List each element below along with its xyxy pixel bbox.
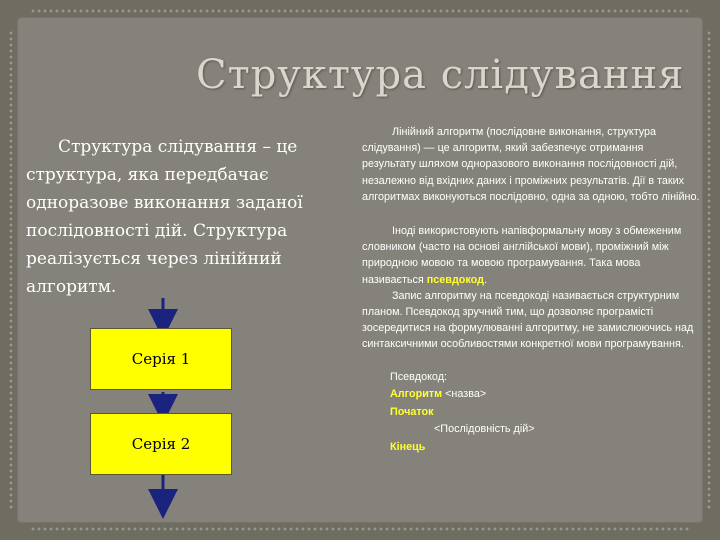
algorithm-name-placeholder: <назва> <box>442 388 487 401</box>
series-2-label: Серія 2 <box>131 435 191 453</box>
definition-text: Структура слідування – це структура, яка передбачає одноразове виконання заданої послідовності дій. Структура реалізується через лінійний алгоритм. <box>26 137 303 297</box>
series-2-box <box>90 413 232 475</box>
pseudocode-sequence: <Послідовність дій> <box>434 423 535 436</box>
pseudocode-paragraph-text: Іноді використовують напівформальну мову з обмеженим словником (часто на основі англійської мови), проміжний між природною мовою та мовою програмування. Така мова називається <box>362 225 682 286</box>
series-1-label: Серія 1 <box>131 350 191 368</box>
keyword-begin: Початок <box>390 405 434 418</box>
keyword-algorithm: Алгоритм <box>390 388 443 401</box>
series-1-box <box>90 328 232 390</box>
pseudocode-term: псевдокод <box>426 273 484 286</box>
linear-algorithm-paragraph: Лінійний алгоритм (послідовне виконання, структура слідування) — це алгоритм, який забезпечує отримання результату шляхом одноразового виконання послідовності дій, незалежно від вхідних даних і проміжних результатів. Дії в таких алгоритмах виконуються послідовно, одна за одною, тобто лінійно. <box>362 126 700 203</box>
keyword-end: Кінець <box>390 440 426 453</box>
structured-plan-paragraph: Запис алгоритму на псевдокоді називається структурним планом. Псевдокод зручний тим, що дозволяє програмісті зосередитися на формулюванні алгоритму, не замислюючись над синтаксичними особливостями конкретної мови програмування. <box>362 289 694 351</box>
explanation-column <box>362 124 700 456</box>
pseudocode-paragraph-end: . <box>483 273 487 286</box>
pseudocode-line-algorithm <box>390 386 700 404</box>
pseudocode-label: Псевдокод: <box>390 370 447 383</box>
pseudocode-paragraph <box>362 223 700 288</box>
slide-title: Структура слідування <box>196 52 685 98</box>
pseudocode-example <box>362 369 700 457</box>
